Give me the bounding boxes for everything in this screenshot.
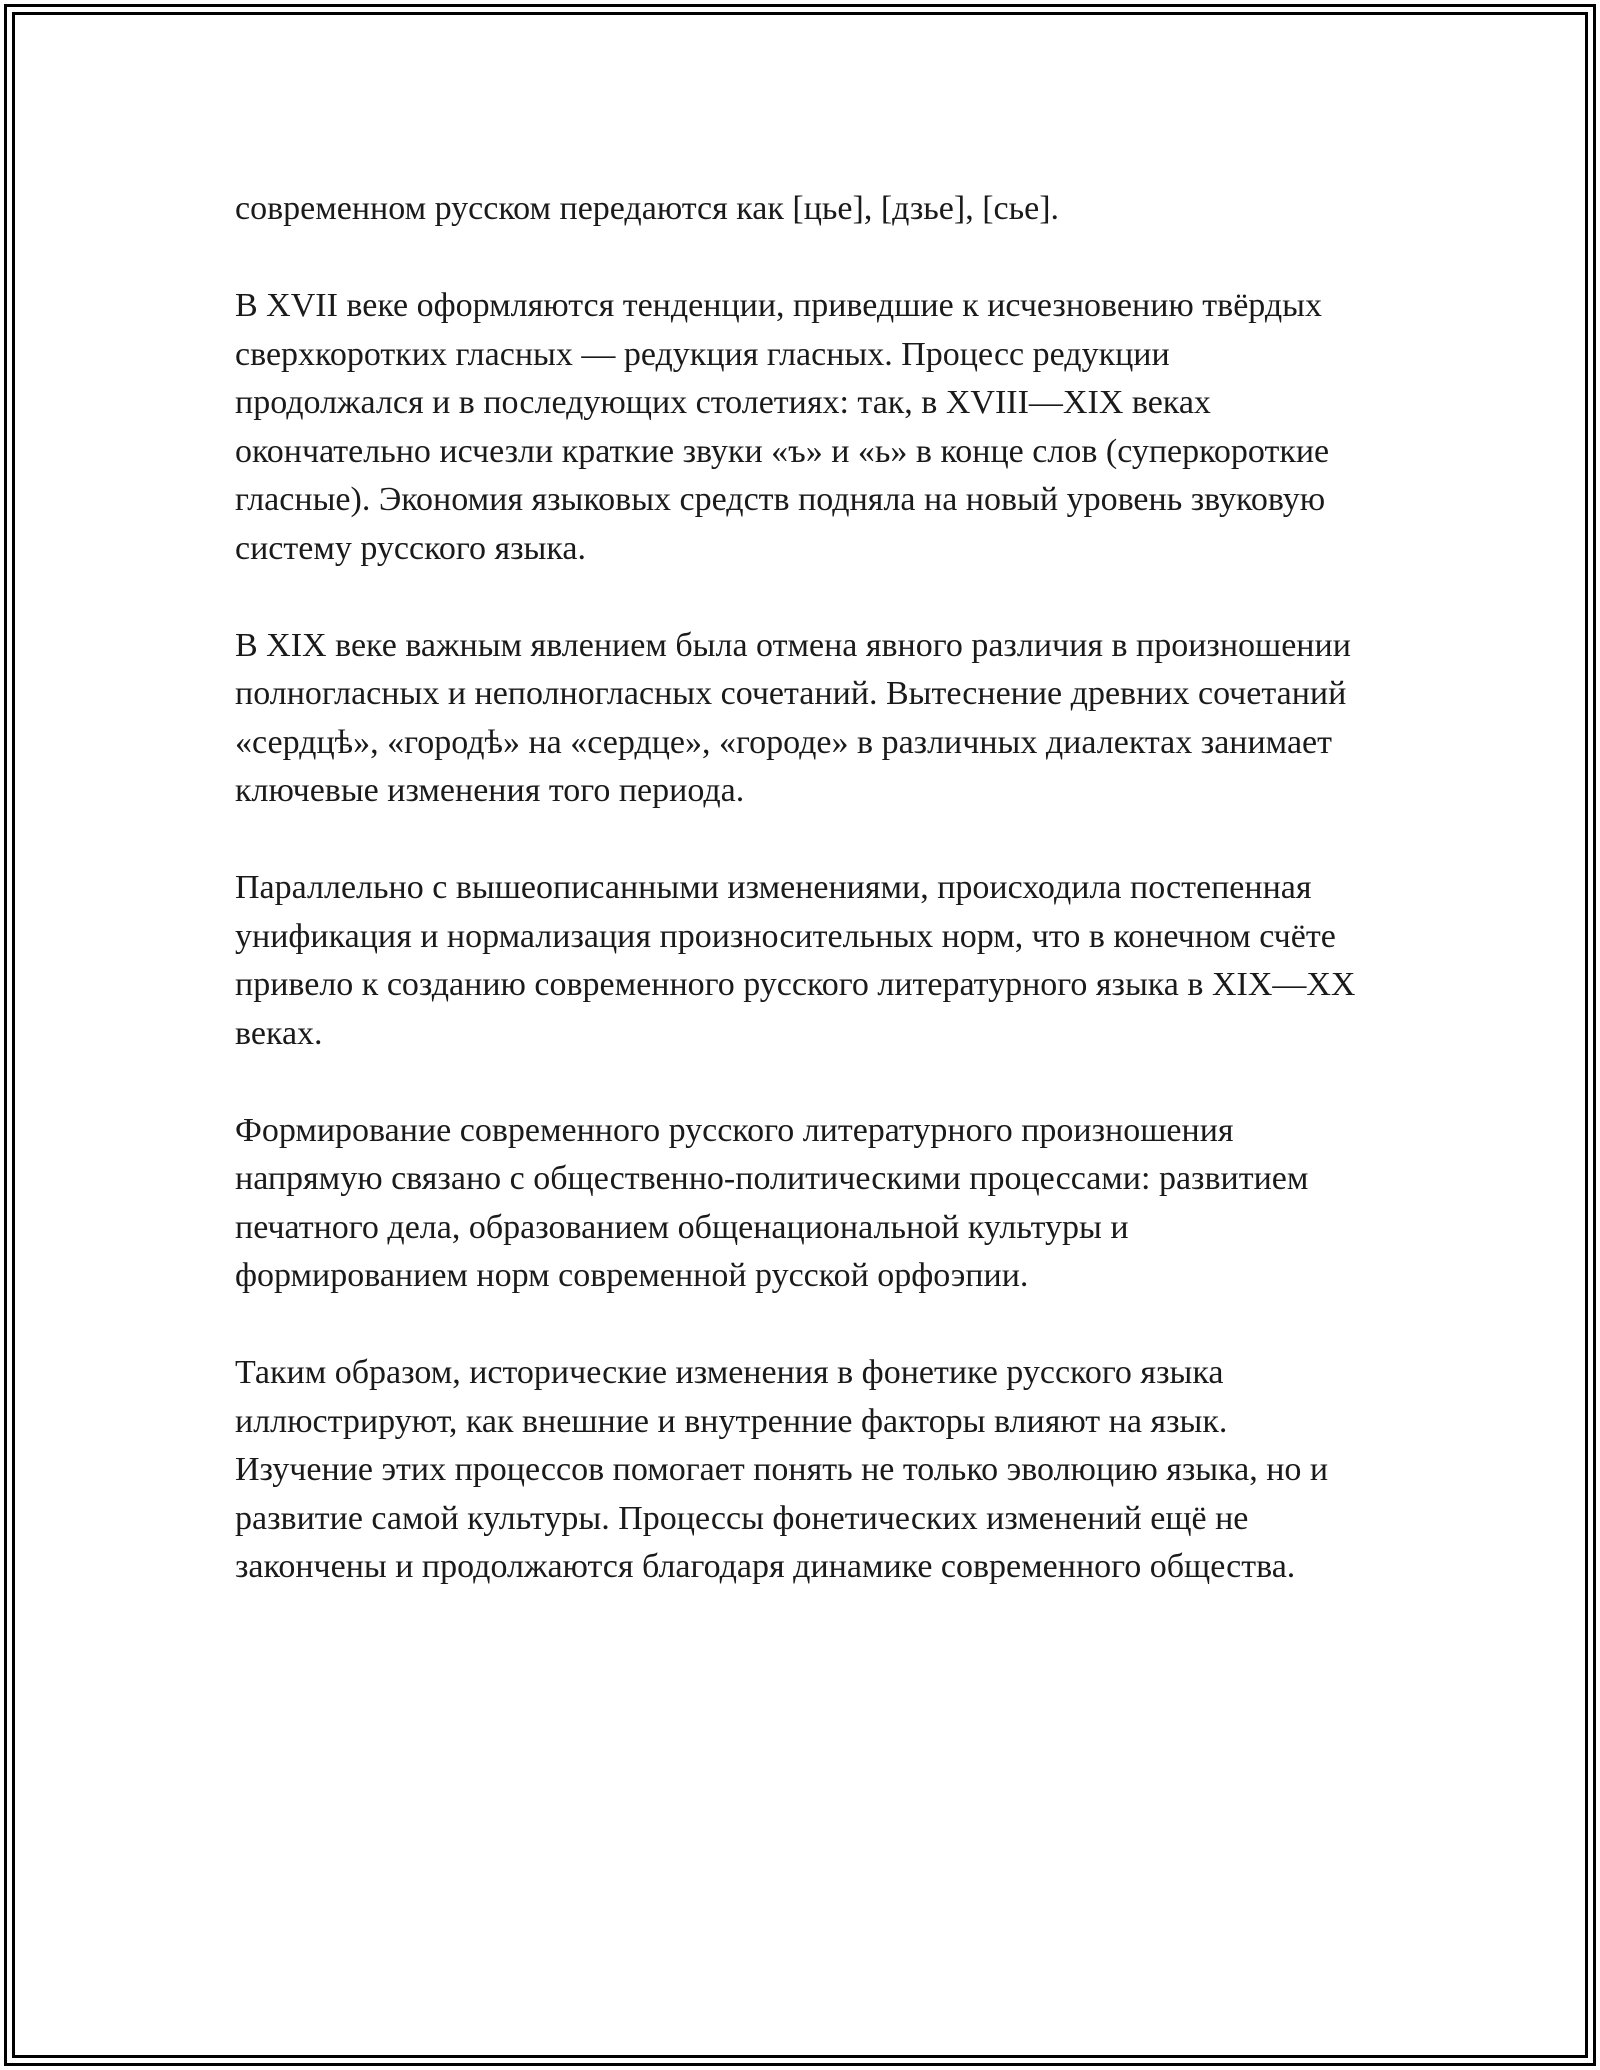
paragraph-5: Формирование современного русского литературного произношения напрямую связано с общественно-политическими процессами: развитием печатного дела, образованием общенациональной культуры и формированием норм современной русской орфоэпии. (235, 1111, 1309, 1294)
document-body (235, 185, 1365, 1592)
paragraph-2: В XVII веке оформляются тенденции, приведшие к исчезновению твёрдых сверхкоротких гласных — редукция гласных. Процесс редукции продолжался и в последующих столетиях: так, в XVIII—XIX веках окончательно исчезли краткие звуки «ъ» и «ь» в конце слов (суперкороткие гласные). Экономия языковых средств подняла на новый уровень звуковую систему русского языка. (235, 287, 1330, 567)
paragraph-3: В XIX веке важным явлением была отмена явного различия в произношении полногласных и неполногласных сочетаний. Вытеснение древних сочетаний «сердцѣ», «городѣ» на «сердце», «городе» в различных диалектах занимает ключевые изменения того периода. (235, 626, 1351, 809)
paragraph-1: современном русском передаются как [цье], [дзье], [сье]. (235, 190, 1060, 227)
paragraph-4: Параллельно с вышеописанными изменениями, происходила постепенная унификация и нормализация произносительных норм, что в конечном счёте привело к созданию современного русского литературного языка в XIX—XX веках. (235, 869, 1356, 1052)
paragraph-6: Таким образом, исторические изменения в фонетике русского языка иллюстрируют, как внешние и внутренние факторы влияют на язык. Изучение этих процессов помогает понять не только эволюцию языка, но и развитие самой культуры. Процессы фонетических изменений ещё не закончены и продолжаются благодаря динамике современного общества. (235, 1354, 1329, 1585)
